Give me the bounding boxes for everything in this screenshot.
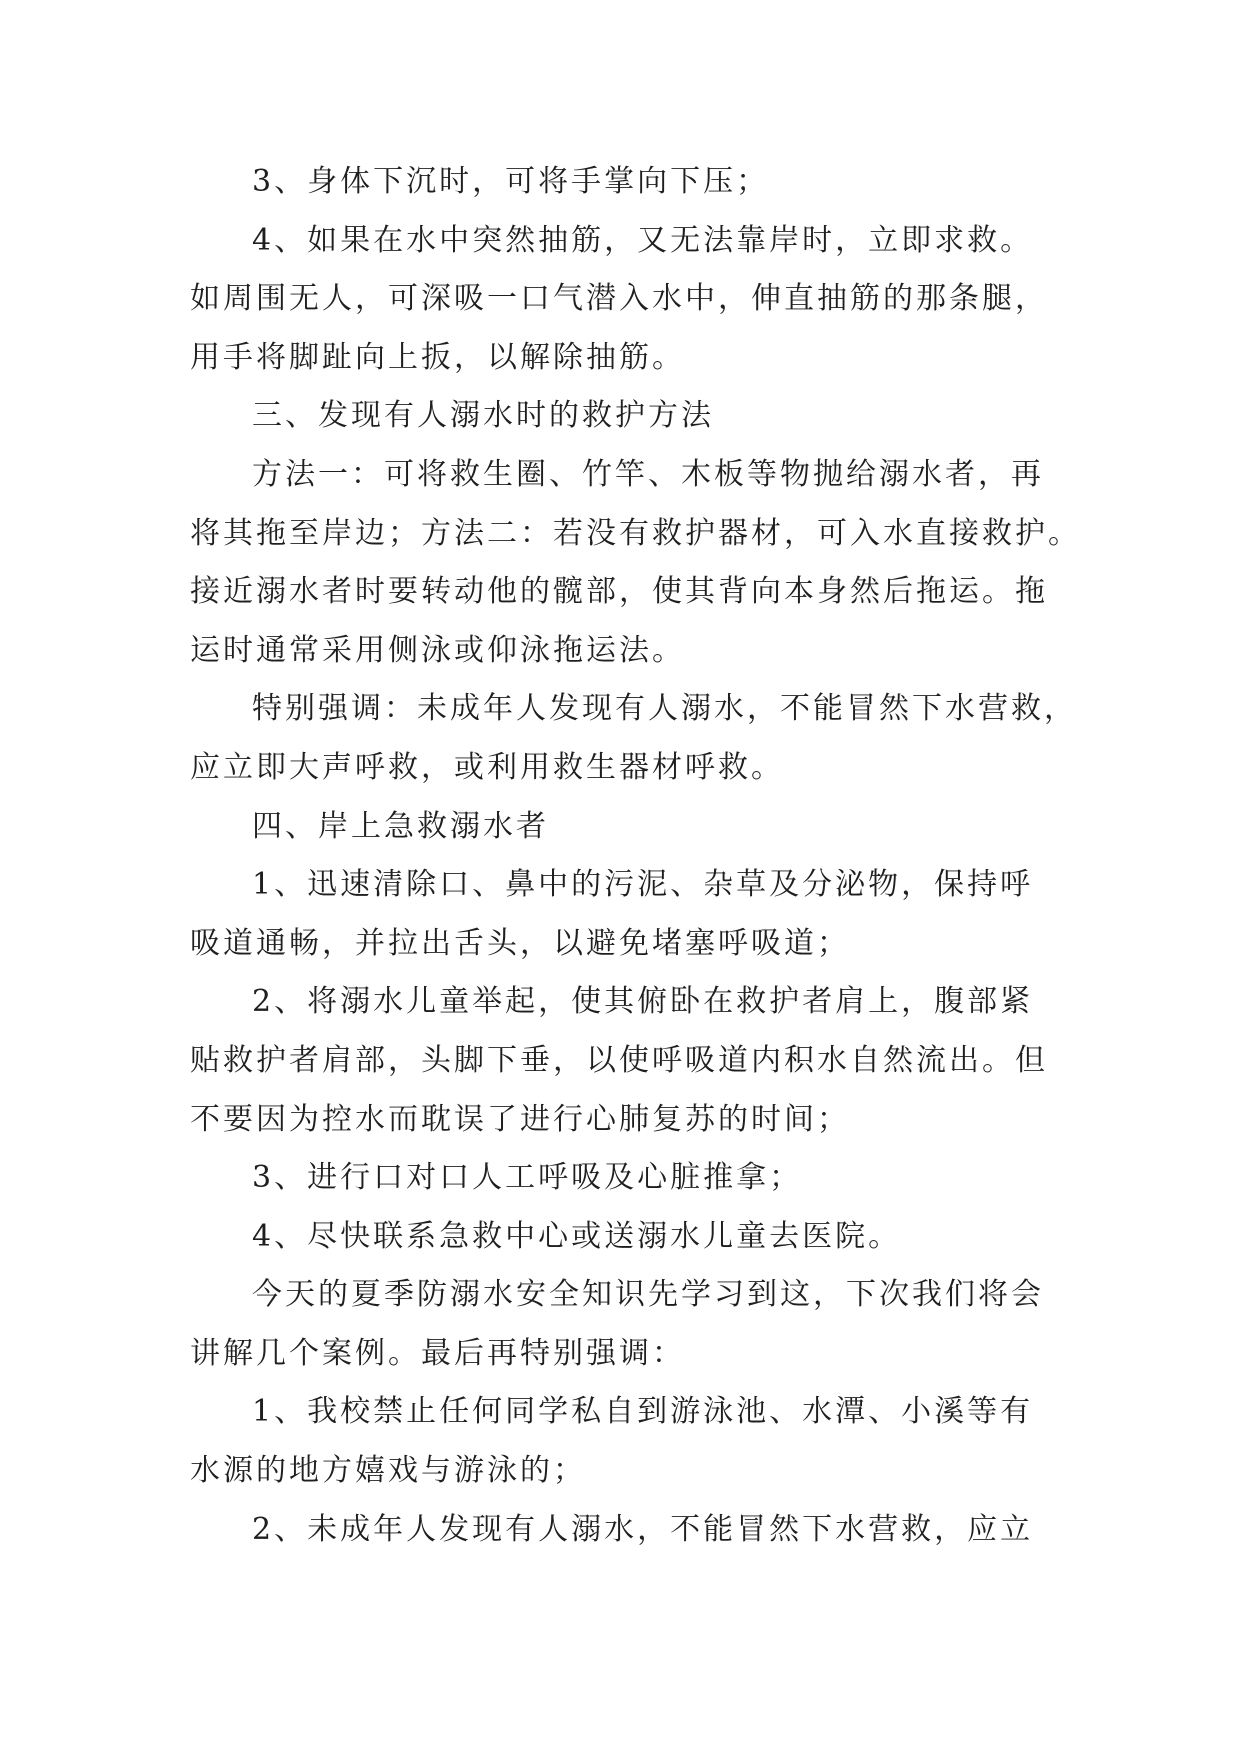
text-line: 用手将脚趾向上扳，以解除抽筋。 xyxy=(190,339,685,375)
section-heading: 三、发现有人溺水时的救护方法 xyxy=(252,398,714,434)
document-body xyxy=(190,153,1081,1559)
text-line: 运时通常采用侧泳或仰泳拖运法。 xyxy=(190,632,685,668)
text-line: 将其拖至岸边；方法二：若没有救护器材，可入水直接救护。 xyxy=(190,515,1081,551)
text-line: 接近溺水者时要转动他的髋部，使其背向本身然后拖运。拖 xyxy=(190,574,1048,610)
text-line: 如周围无人，可深吸一口气潜入水中，伸直抽筋的那条腿， xyxy=(190,281,1048,317)
text-line: 讲解几个案例。最后再特别强调： xyxy=(190,1335,685,1371)
text-line: 特别强调：未成年人发现有人溺水，不能冒然下水营救， xyxy=(252,691,1077,727)
text-line: 不要因为控水而耽误了进行心肺复苏的时间； xyxy=(190,1101,850,1137)
text-line: 1、我校禁止任何同学私自到游泳池、水潭、小溪等有 xyxy=(252,1394,1034,1430)
text-line: 2、将溺水儿童举起，使其俯卧在救护者肩上，腹部紧 xyxy=(252,984,1034,1020)
text-line: 应立即大声呼救，或利用救生器材呼救。 xyxy=(190,749,784,785)
text-line: 今天的夏季防溺水安全知识先学习到这，下次我们将会 xyxy=(252,1277,1044,1313)
text-line: 4、如果在水中突然抽筋，又无法靠岸时，立即求救。 xyxy=(252,222,1034,258)
text-line: 方法一：可将救生圈、竹竿、木板等物抛给溺水者，再 xyxy=(252,456,1044,492)
text-line: 3、身体下沉时，可将手掌向下压； xyxy=(252,164,770,199)
text-line: 3、进行口对口人工呼吸及心脏推拿； xyxy=(252,1160,803,1196)
section-heading: 四、岸上急救溺水者 xyxy=(252,808,549,844)
text-line: 吸道通畅，并拉出舌头，以避免堵塞呼吸道； xyxy=(190,925,850,961)
text-line: 1、迅速清除口、鼻中的污泥、杂草及分泌物，保持呼 xyxy=(252,867,1034,903)
text-line: 2、未成年人发现有人溺水，不能冒然下水营救，应立 xyxy=(252,1511,1034,1547)
text-line: 贴救护者肩部，头脚下垂，以使呼吸道内积水自然流出。但 xyxy=(190,1042,1048,1078)
text-line: 4、尽快联系急救中心或送溺水儿童去医院。 xyxy=(252,1218,902,1254)
text-line: 水源的地方嬉戏与游泳的； xyxy=(190,1453,586,1489)
